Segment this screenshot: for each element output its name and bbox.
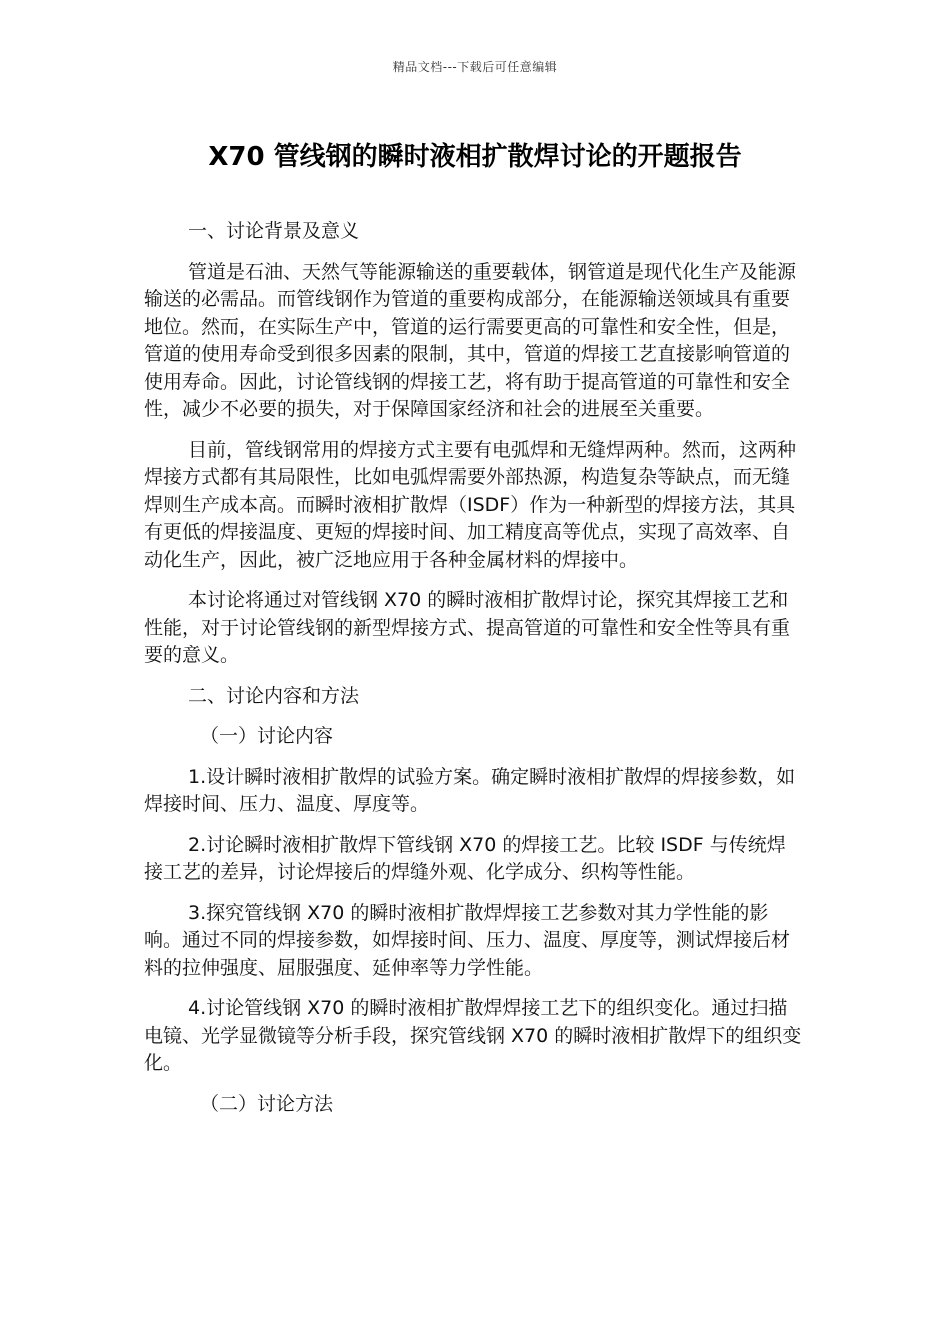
subsection-heading-content: （一）讨论内容 (200, 725, 334, 747)
content-item-2: 2.讨论瞬时液相扩散焊下管线钢 X70 的焊接工艺。比较 ISDF 与传统焊接工艺的差异，讨论焊接后的焊缝外观、化学成分、织构等性能。 (144, 833, 786, 883)
content-item-4: 4.讨论管线钢 X70 的瞬时液相扩散焊焊接工艺下的组织变化。通过扫描电镜、光学显微镜等分析手段，探究管线钢 X70 的瞬时液相扩散焊下的组织变化。 (144, 997, 802, 1074)
subsection-heading-method: （二）讨论方法 (200, 1092, 334, 1115)
paragraph-background-1: 管道是石油、天然气等能源输送的重要载体，钢管道是现代化生产及能源输送的必需品。而管线钢作为管道的重要构成部分，在能源输送领域具有重要地位。然而，在实际生产中，管道的运行需要更高的可靠性和安全性，但是，管道的使用寿命受到很多因素的限制，其中，管道的焊接工艺直接影响管道的使用寿命。因此，讨论管线钢的焊接工艺，将有助于提高管道的可靠性和安全性，减少不必要的损失，对于保障国家经济和社会的进展至关重要。 (144, 260, 797, 420)
paragraph-background-3: 本讨论将通过对管线钢 X70 的瞬时液相扩散焊讨论，探究其焊接工艺和性能，对于讨论管线钢的新型焊接方式、提高管道的可靠性和安全性等具有重要的意义。 (144, 589, 791, 666)
section-heading-content-method: 二、讨论内容和方法 (188, 684, 360, 707)
paragraph-background-2: 目前，管线钢常用的焊接方式主要有电弧焊和无缝焊两种。然而，这两种焊接方式都有其局限性，比如电弧焊需要外部热源，构造复杂等缺点，而无缝焊则生产成本高。而瞬时液相扩散焊（ISDF）作为一种新型的焊接方法，其具有更低的焊接温度、更短的焊接时间、加工精度高等优点，实现了高效率、自动化生产，因此，被广泛地应用于各种金属材料的焊接中。 (144, 438, 797, 571)
document-title: X70 管线钢的瞬时液相扩散焊讨论的开题报告 (208, 142, 742, 172)
document-body (144, 218, 802, 1131)
section-heading-background: 一、讨论背景及意义 (188, 220, 360, 242)
content-item-1: 1.设计瞬时液相扩散焊的试验方案。确定瞬时液相扩散焊的焊接参数，如焊接时间、压力、温度、厚度等。 (144, 765, 796, 815)
content-item-3: 3.探究管线钢 X70 的瞬时液相扩散焊焊接工艺参数对其力学性能的影响。通过不同的焊接参数，如焊接时间、压力、温度、厚度等，测试焊接后材料的拉伸强度、屈服强度、延伸率等力学性能。 (144, 901, 791, 979)
header-note: 精品文档---下载后可任意编辑 (392, 60, 558, 74)
